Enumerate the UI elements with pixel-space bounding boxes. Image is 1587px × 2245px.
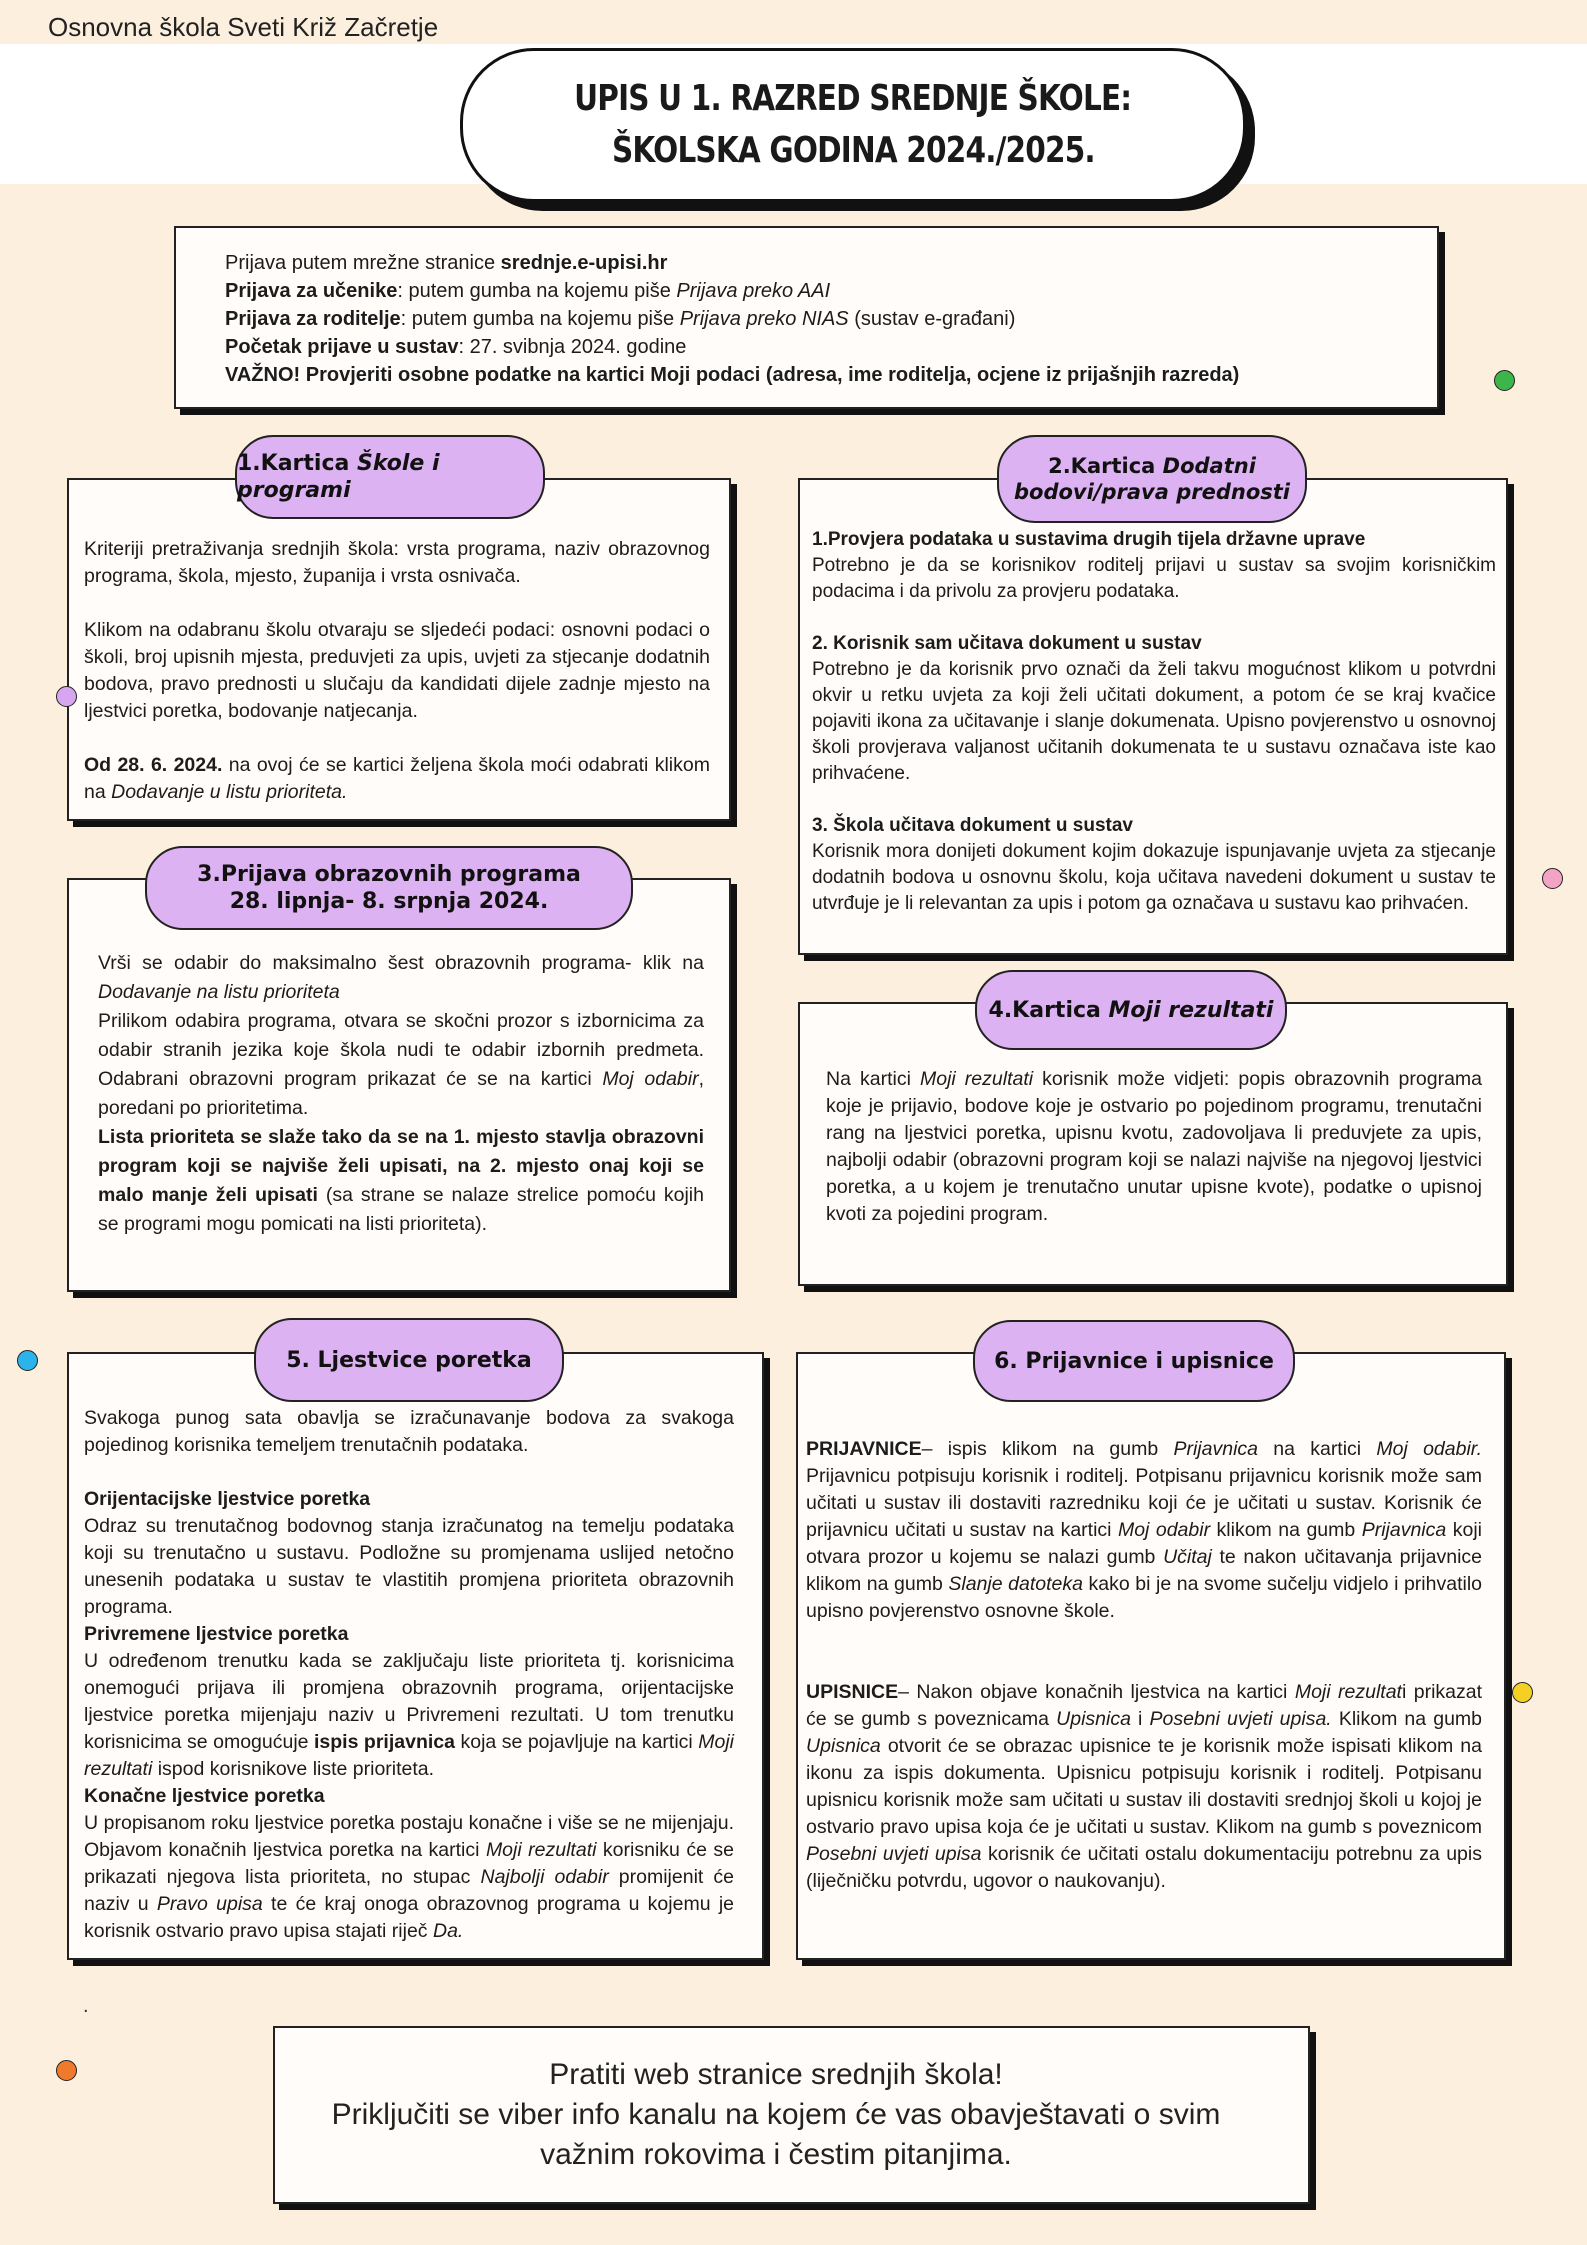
page-title [460,48,1246,202]
decor-dot-orange [56,2060,77,2081]
pill-card-4: 4.Kartica Moji rezultati [975,970,1287,1050]
title-line-2: ŠKOLSKA GODINA 2024./2025. [611,130,1095,171]
decor-dot-blue [17,1350,38,1371]
footer-line-2: Priključiti se viber info kanalu na kojem će vas obavještavati o svim [331,2098,1221,2131]
card-6-text: PRIJAVNICE– ispis klikom na gumb Prijavnica na kartici Moj odabir. Prijavnicu potpisuju korisnik i roditelj. Potpisanu prijavnicu korisnik može sam učitati u sustav ili dostaviti razredniku koji će je učitati u sustav. Korisnik će prijavnicu učitati u sustav na kartici Moj odabir klikom na gumb Prijavnica koji otvara prozor u kojemu se nalazi gumb Učitaj te nakon učitavanja prijavnice klikom na gumb Slanje datoteka kako bi je na svome sučelju vidjelo i prihvatilo upisno povjerenstvo osnovne škole. UPISNICE– Nakon objave konačnih ljestvica na kartici Moji rezultati prikazat će se gumb s poveznicama Upisnica i Posebni uvjeti upisa. Klikom na gumb Upisnica otvorit će se obrazac upisnice te je korisnik može ispisati klikom na ikonu za ispis dokumenta. Upisnicu potpisuju korisnik i roditelj. Potpisanu upisnicu korisnik može sam učitati u sustav ili dostaviti srednjoj školi u kojoj je ostvario pravo upisa koja će je učitati u sustav. Klikom na gumb s poveznicom Posebni uvjeti upisa korisnik će učitati ostalu dokumentaciju potrebnu za upis (liječničku potvrdu, ugovor o naukovanju). [806,1438,1483,1892]
pill-card-5: 5. Ljestvice poretka [254,1318,564,1402]
footer-line-3: važnim rokovima i čestim pitanjima. [540,2138,1012,2171]
card-3-text: Vrši se odabir do maksimalno šest obrazovnih programa- klik na Dodavanje na listu prioriteta Prilikom odabira programa, otvara se skočni prozor s izbornicima za odabir stranih jezika koje škola nudi te odabir izbornih predmeta. Odabrani obrazovni program prikazat će se na kartici Moj odabir, poredani po prioritetima. Lista prioriteta se slaže tako da se na 1. mjesto stavlja obrazovni program koji se najviše želi upisati, na 2. mjesto onaj koji se malo manje želi upisati (sa strane se nalaze strelice pomoću kojih se programi mogu pomicati na listi prioriteta). [98,952,705,1235]
decor-dot-green [1494,370,1515,391]
card-4-text: Na kartici Moji rezultati korisnik može vidjeti: popis obrazovnih programa koje je prijavio, bodove koje je ostvario po pojedinom programu, trenutačni rang na ljestvici poretka, upisnu kvotu, zadovoljava li preduvjete za upis, najbolji odabir (obrazovni program koji se nalazi najviše na njegovoj ljestvici poretka, a u kojem je trenutačno unutar upisne kvote), podatke o upisnoj kvoti za pojedini program. [826,1068,1483,1225]
footer-line-1: Pratiti web stranice srednjih škola! [549,2058,1003,2091]
stray-dot: . [83,1995,89,2017]
decor-dot-pink [1542,868,1563,889]
pill-card-2: 2.Kartica Dodatni bodovi/prava prednosti [997,435,1307,523]
card-5-text: Svakoga punog sata obavlja se izračunavanje bodova za svakoga pojedinog korisnika temeljem trenutačnih podataka. Orijentacijske ljestvice poretka Odraz su trenutačnog bodovnog stanja izračunatog na temelju podataka koji su trenutačno u sustavu. Podložne su promjenama uslijed netočno unesenih podataka u sustav te vlastitih promjena prioriteta obrazovnih programa. Privremene ljestvice poretka U određenom trenutku kada se zaključaju liste prioriteta tj. korisnicima onemogući prijava ili promjena obrazovnih programa, orijentacijske ljestvice poretka mijenjaju naziv u Privremeni rezultati. U tom trenutku korisnicima se omogućuje ispis prijavnica koja se pojavljuje na kartici Moji rezultati ispod korisnikove liste prioriteta. Konačne ljestvice poretka U propisanom roku ljestvice poretka postaju konačne i više se ne mijenjaju. Objavom konačnih ljestvica poretka na kartici Moji rezultati korisniku će se prikazati njegova lista prioriteta, no stupac Najbolji odabir promijenit će naziv u Pravo upisa te će kraj onoga obrazovnog programa u kojemu je korisnik ostvario pravo upisa stajati riječ Da. [84,1407,735,1942]
card-2-text: 1.Provjera podataka u sustavima drugih tijela državne uprave Potrebno je da se korisnikov roditelj prijavi u sustav sa svojim korisničkim podacima i da privolu za provjeru podataka. 2. Korisnik sam učitava dokument u sustav Potrebno je da korisnik prvo označi da želi takvu mogućnost klikom u potvrdni okvir u retku uvjeta za koji želi učitati dokument, a potom će se kraj kvačice pojaviti ikona za učitavanje i slanje dokumenata. Upisno povjerenstvo u osnovnoj školi provjerava valjanost učitanih dokumenata te u sustavu označava iste kao prihvaćene. 3. Škola učitava dokument u sustav Korisnik mora donijeti dokument kojim dokazuje ispunjavanje uvjeta za stjecanje dodatnih bodova u osnovnu školu, koja učitava navedeni dokument u sustav te utvrđuje je li relevantan za upis i potom ga označava u sustavu kao prihvaćen. [812,529,1496,914]
decor-dot-yellow [1512,1682,1533,1703]
pill-card-3: 3.Prijava obrazovnih programa 28. lipnja- 8. srpnja 2024. [145,846,633,930]
pill-card-6: 6. Prijavnice i upisnice [973,1320,1295,1402]
decor-dot-violet [56,686,77,707]
school-name: Osnovna škola Sveti Križ Začretje [48,12,439,42]
pill-card-1: 1.Kartica Škole i programi [235,435,545,519]
footer-text [276,2055,1276,2175]
title-line-1: UPIS U 1. RAZRED SREDNJE ŠKOLE: [574,78,1132,119]
intro-text: Prijava putem mrežne stranice srednje.e-upisi.hr Prijava za učenike: putem gumba na kojemu piše Prijava preko AAI Prijava za roditelje: putem gumba na kojemu piše Prijava preko NIAS (sustav e-građani) Početak prijave u sustav: 27. svibnja 2024. godine VAŽNO! Provjeriti osobne podatke na kartici Moji podaci (adresa, ime roditelja, ocjene iz prijašnjih razreda) [225,252,1240,386]
card-1-text: Kriteriji pretraživanja srednjih škola: vrsta programa, naziv obrazovnog programa, škola, mjesto, županija i vrsta osnivača. Klikom na odabranu školu otvaraju se sljedeći podaci: osnovni podaci o školi, broj upisnih mjesta, preduvjeti za upis, uvjeti za stjecanje dodatnih bodova, pravo prednosti u slučaju da kandidati dijele zadnje mjesto na ljestvici poretka, bodovanje natjecanja. Od 28. 6. 2024. na ovoj će se kartici željena škola moći odabrati klikom na Dodavanje u listu prioriteta. [84,538,710,803]
